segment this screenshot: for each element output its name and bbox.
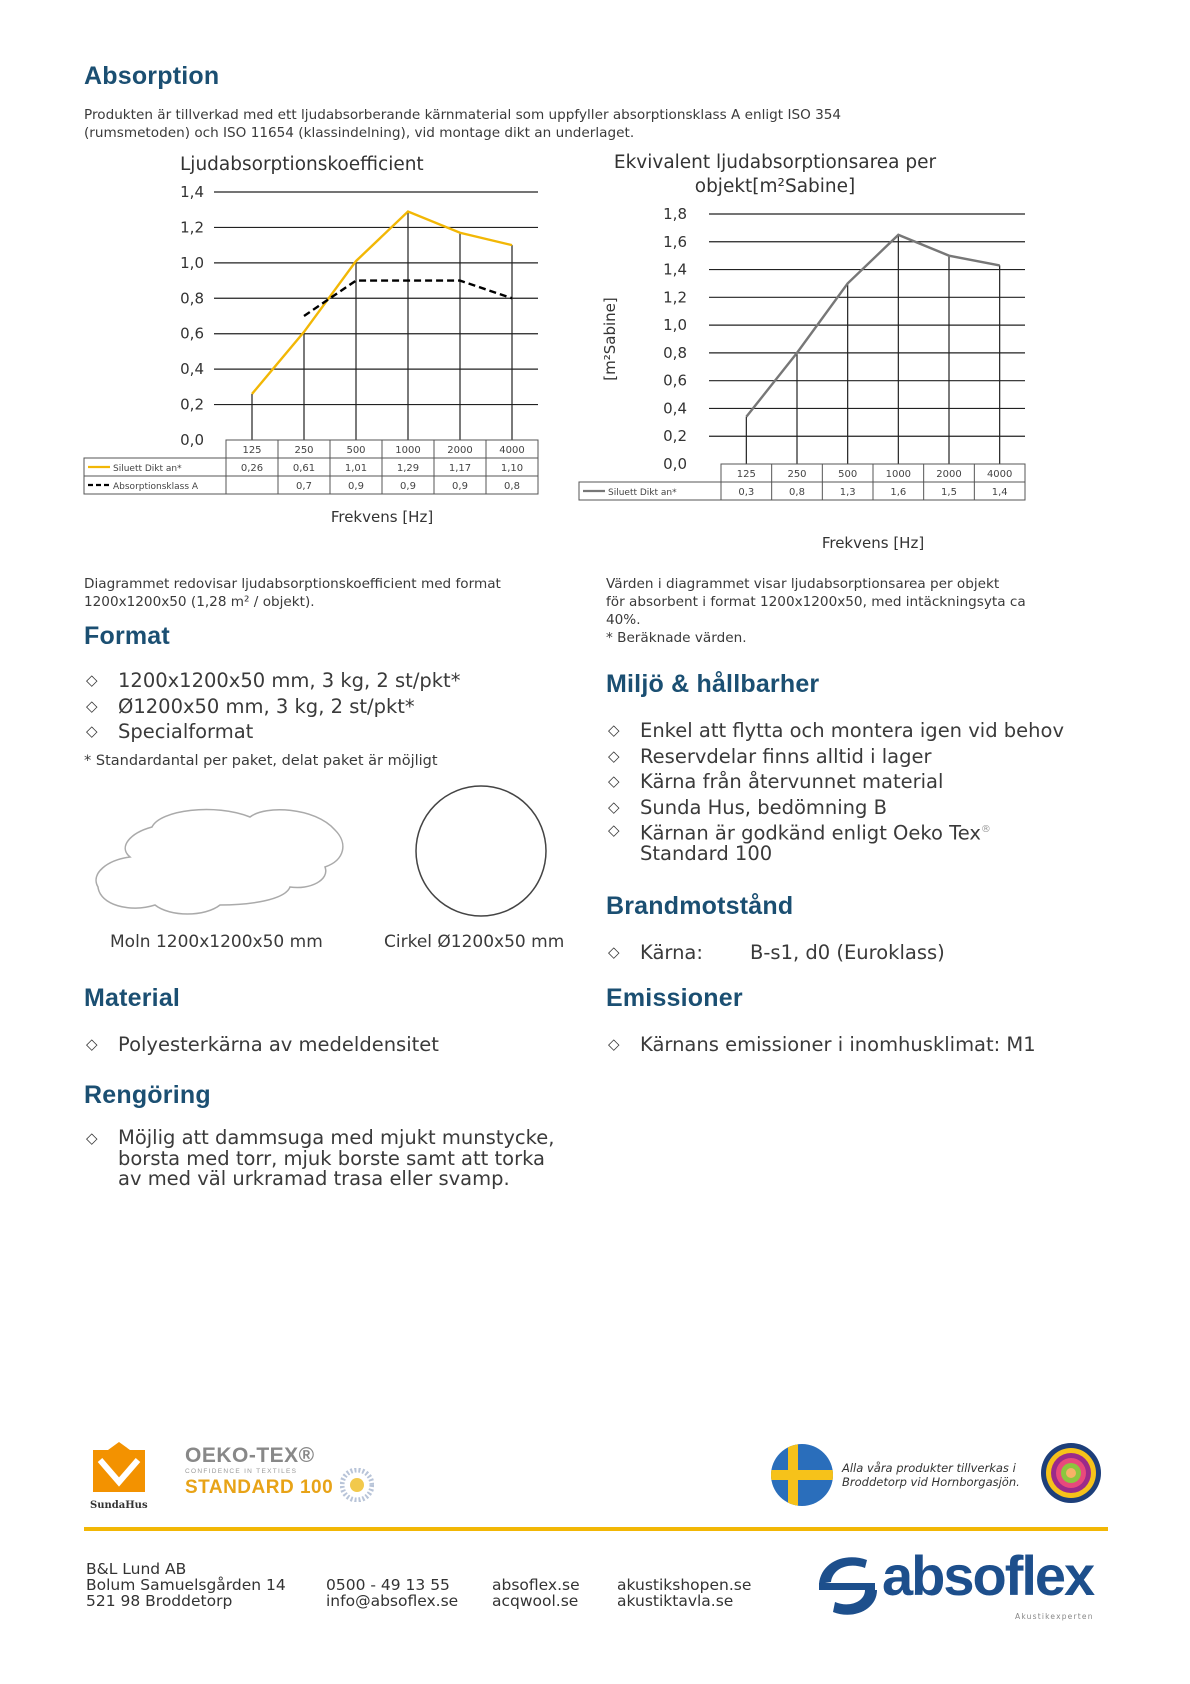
footer-websites-2 <box>617 1577 751 1609</box>
series-line-1 <box>252 211 512 393</box>
data-label: 0,7 <box>296 481 312 492</box>
right-chart-caption-line1: Värden i diagrammet visar ljudabsorptionsarea per objekt <box>606 576 1000 592</box>
miljo-item-4: Sunda Hus, bedömning B <box>640 795 887 819</box>
circle-shape-icon <box>413 783 549 919</box>
data-label: 0,9 <box>400 481 416 492</box>
diamond-bullet-icon: ◇ <box>86 1035 98 1053</box>
diamond-bullet-icon: ◇ <box>86 722 98 740</box>
emissioner-list <box>606 1032 1126 1058</box>
series-line-1 <box>746 235 999 417</box>
list-item <box>84 694 564 720</box>
format-heading: Format <box>84 622 170 650</box>
x-axis-label: Frekvens [Hz] <box>821 534 925 552</box>
brand-list <box>606 940 1126 966</box>
chart2-title <box>590 151 960 199</box>
footer-phone[interactable]: 0500 - 49 13 55 <box>326 1576 450 1594</box>
sweden-line2: Broddetorp vid Hornborgasjön. <box>842 1475 1020 1489</box>
diamond-bullet-icon: ◇ <box>608 1035 620 1053</box>
data-label: 1,01 <box>344 463 368 474</box>
footer-divider <box>84 1527 1108 1531</box>
diamond-bullet-icon: ◇ <box>86 671 98 689</box>
hornborgasjon-badge-icon <box>1040 1442 1102 1504</box>
y-tick-label: 1,8 <box>663 205 687 223</box>
rengoring-line3: av med väl urkramad trasa eller svamp. <box>118 1167 510 1190</box>
data-label: 0,9 <box>348 481 364 492</box>
y-tick-label: 0,4 <box>180 360 204 379</box>
left-chart-caption-line2: 1200x1200x50 (1,28 m² / objekt). <box>84 594 315 610</box>
diamond-bullet-icon: ◇ <box>608 943 620 961</box>
absoflex-swoosh-icon <box>815 1552 885 1620</box>
y-tick-label: 0,0 <box>663 455 687 473</box>
chart2-title-line1: Ekvivalent ljudabsorptionsarea per <box>613 152 937 173</box>
brand-heading: Brandmotstånd <box>606 892 794 920</box>
x-tick-label: 500 <box>838 469 858 480</box>
brand-label: Kärna: <box>640 941 703 964</box>
data-label: 0,8 <box>789 487 805 498</box>
footer-contact <box>326 1577 458 1609</box>
right-chart-caption-line3: 40%. <box>606 612 641 628</box>
data-label: 1,4 <box>991 487 1008 498</box>
right-chart-caption-line4: * Beräknade värden. <box>606 630 747 646</box>
chart1-title: Ljudabsorptionskoefficient <box>180 154 424 175</box>
y-tick-label: 0,6 <box>180 324 204 343</box>
left-chart-caption-line1: Diagrammet redovisar ljudabsorptionskoefficient med format <box>84 576 501 592</box>
x-tick-label: 250 <box>294 445 314 456</box>
list-item <box>606 744 1146 770</box>
circle-shape-label: Cirkel Ø1200x50 mm <box>384 932 565 952</box>
diamond-bullet-icon: ◇ <box>608 721 620 739</box>
footer-web-absoflex[interactable]: absoflex.se <box>492 1576 580 1594</box>
x-tick-label: 1000 <box>885 469 912 480</box>
list-item <box>606 795 1146 821</box>
list-item <box>606 820 1146 865</box>
footer-company: B&L Lund AB <box>86 1560 187 1578</box>
list-item <box>84 1032 564 1058</box>
sundahus-logo <box>90 1442 152 1511</box>
y-tick-label: 1,4 <box>180 183 204 201</box>
y-tick-label: 0,8 <box>180 289 204 308</box>
absorption-intro-line1: Produkten är tillverkad med ett ljudabsorberande kärnmaterial som uppfyller absorptionsklass A enligt ISO 354 <box>84 107 842 123</box>
footer-web-acqwool[interactable]: acqwool.se <box>492 1592 579 1610</box>
data-label: 0,8 <box>504 481 520 492</box>
rengoring-heading: Rengöring <box>84 1081 211 1109</box>
list-item <box>606 718 1146 744</box>
data-label: 1,29 <box>396 463 420 474</box>
y-tick-label: 1,0 <box>663 316 687 335</box>
diamond-bullet-icon: ◇ <box>86 696 98 715</box>
list-item <box>606 940 1126 966</box>
diamond-bullet-icon: ◇ <box>608 797 620 816</box>
legend-label: Siluett Dikt an* <box>113 464 182 474</box>
sundahus-heart-icon <box>90 1442 152 1494</box>
y-tick-label: 0,6 <box>663 371 687 390</box>
absoflex-tagline: Akustikexperten <box>1015 1612 1094 1621</box>
material-item-1: Polyesterkärna av medeldensitet <box>118 1033 439 1056</box>
data-label: 1,3 <box>839 487 856 498</box>
data-label: 0,61 <box>292 463 316 474</box>
y-tick-label: 0,4 <box>663 399 687 418</box>
data-label: 0,3 <box>738 487 755 498</box>
absoflex-logo-text: absoflex <box>882 1544 1094 1607</box>
x-tick-label: 250 <box>787 469 807 480</box>
miljo-heading: Miljö & hållbarher <box>606 670 820 698</box>
list-item <box>84 668 564 694</box>
chart2-title-line2: objekt[m²Sabine] <box>694 176 856 197</box>
registered-mark: ® <box>980 824 991 835</box>
format-item-1: 1200x1200x50 mm, 3 kg, 2 st/pkt* <box>118 669 461 692</box>
legend-label: Absorptionsklass A <box>113 482 199 492</box>
sweden-line1: Alla våra produkter tillverkas i <box>842 1461 1016 1475</box>
cloud-shape-label: Moln 1200x1200x50 mm <box>110 932 323 952</box>
absorption-intro-line2: (rumsmetoden) och ISO 11654 (klassindelning), vid montage dikt an underlaget. <box>84 125 635 141</box>
y-tick-label: 0,2 <box>180 395 204 414</box>
rengoring-line1: Möjlig att dammsuga med mjukt munstycke, <box>118 1126 555 1149</box>
x-tick-label: 125 <box>242 445 262 456</box>
x-tick-label: 4000 <box>499 445 525 456</box>
miljo-list <box>606 718 1146 865</box>
diamond-bullet-icon: ◇ <box>86 1129 98 1147</box>
legend-label: Siluett Dikt an* <box>608 488 677 498</box>
x-tick-label: 4000 <box>986 469 1013 480</box>
x-tick-label: 2000 <box>936 469 962 480</box>
x-tick-label: 2000 <box>447 445 473 456</box>
list-item <box>84 719 564 745</box>
oekotex-title: OEKO-TEX® <box>185 1444 315 1467</box>
oekotex-logo <box>185 1445 335 1499</box>
rengoring-list <box>84 1128 604 1190</box>
data-label: 0,26 <box>240 463 264 474</box>
miljo-item-2: Reservdelar finns alltid i lager <box>640 744 932 768</box>
oekotex-standard: STANDARD 100 <box>185 1477 334 1498</box>
diamond-bullet-icon: ◇ <box>608 746 620 765</box>
y-tick-label: 1,0 <box>180 253 204 272</box>
format-item-3: Specialformat <box>118 720 254 743</box>
x-tick-label: 500 <box>346 445 366 456</box>
chart-equivalent-absorption-area <box>575 202 1075 564</box>
right-chart-caption-line2: för absorbent i format 1200x1200x50, med intäckningsyta ca <box>606 594 1026 610</box>
miljo-item-5-line2: Standard 100 <box>640 842 773 865</box>
sweden-statement <box>842 1461 1020 1489</box>
miljo-item-1: Enkel att flytta och montera igen vid behov <box>640 719 1064 742</box>
oekotex-flower-icon <box>340 1468 374 1502</box>
data-label: 1,10 <box>500 463 524 474</box>
y-tick-label: 0,8 <box>663 343 687 362</box>
data-label: 1,5 <box>941 487 957 498</box>
y-tick-label: 0,2 <box>663 427 687 446</box>
material-heading: Material <box>84 984 181 1012</box>
emissioner-heading: Emissioner <box>606 984 743 1012</box>
miljo-item-3: Kärna från återvunnet material <box>640 770 944 793</box>
cloud-shape-icon <box>90 805 350 920</box>
format-note: * Standardantal per paket, delat paket är möjligt <box>84 753 438 769</box>
format-item-2: Ø1200x50 mm, 3 kg, 2 st/pkt* <box>118 694 415 718</box>
miljo-item-5: Kärnan är godkänd enligt Oeko Tex <box>640 821 981 845</box>
list-item <box>606 1032 1126 1058</box>
x-tick-label: 125 <box>736 469 756 480</box>
footer-address2: 521 98 Broddetorp <box>86 1592 233 1610</box>
data-label: 0,9 <box>452 481 468 492</box>
y-tick-label: 1,6 <box>663 232 687 251</box>
diamond-bullet-icon: ◇ <box>608 821 620 839</box>
swedish-flag-icon <box>770 1443 834 1507</box>
brand-value: B-s1, d0 (Euroklass) <box>750 941 945 964</box>
absorption-heading: Absorption <box>84 62 220 90</box>
list-item <box>84 1128 604 1190</box>
footer-web-akustikshopen[interactable]: akustikshopen.se <box>617 1576 752 1594</box>
y-tick-label: 1,2 <box>180 218 204 237</box>
footer-address1: Bolum Samuelsgården 14 <box>86 1576 286 1594</box>
material-list <box>84 1032 564 1058</box>
format-list <box>84 668 564 745</box>
y-tick-label: 1,2 <box>663 288 687 307</box>
sundahus-label: SundaHus <box>90 1500 148 1511</box>
data-label: 1,17 <box>448 463 472 474</box>
diamond-bullet-icon: ◇ <box>608 772 620 790</box>
emissioner-item-1: Kärnans emissioner i inomhusklimat: M1 <box>640 1033 1036 1056</box>
list-item <box>606 769 1146 795</box>
footer-web-akustiktavla[interactable]: akustiktavla.se <box>617 1592 734 1610</box>
oekotex-subtitle: CONFIDENCE IN TEXTILES <box>185 1468 298 1475</box>
footer-address <box>86 1561 286 1609</box>
footer-email[interactable]: info@absoflex.se <box>326 1592 459 1610</box>
rengoring-line2: borsta med torr, mjuk borste samt att torka <box>118 1146 545 1170</box>
x-axis-label: Frekvens [Hz] <box>330 508 434 526</box>
footer-websites-1 <box>492 1577 580 1609</box>
data-label: 1,6 <box>890 487 907 498</box>
chart-absorption-coefficient <box>80 178 560 553</box>
y-tick-label: 0,0 <box>180 431 204 449</box>
x-tick-label: 1000 <box>395 445 421 456</box>
y-tick-label: 1,4 <box>663 260 687 279</box>
y-axis-label: [m²Sabine] <box>601 297 619 381</box>
